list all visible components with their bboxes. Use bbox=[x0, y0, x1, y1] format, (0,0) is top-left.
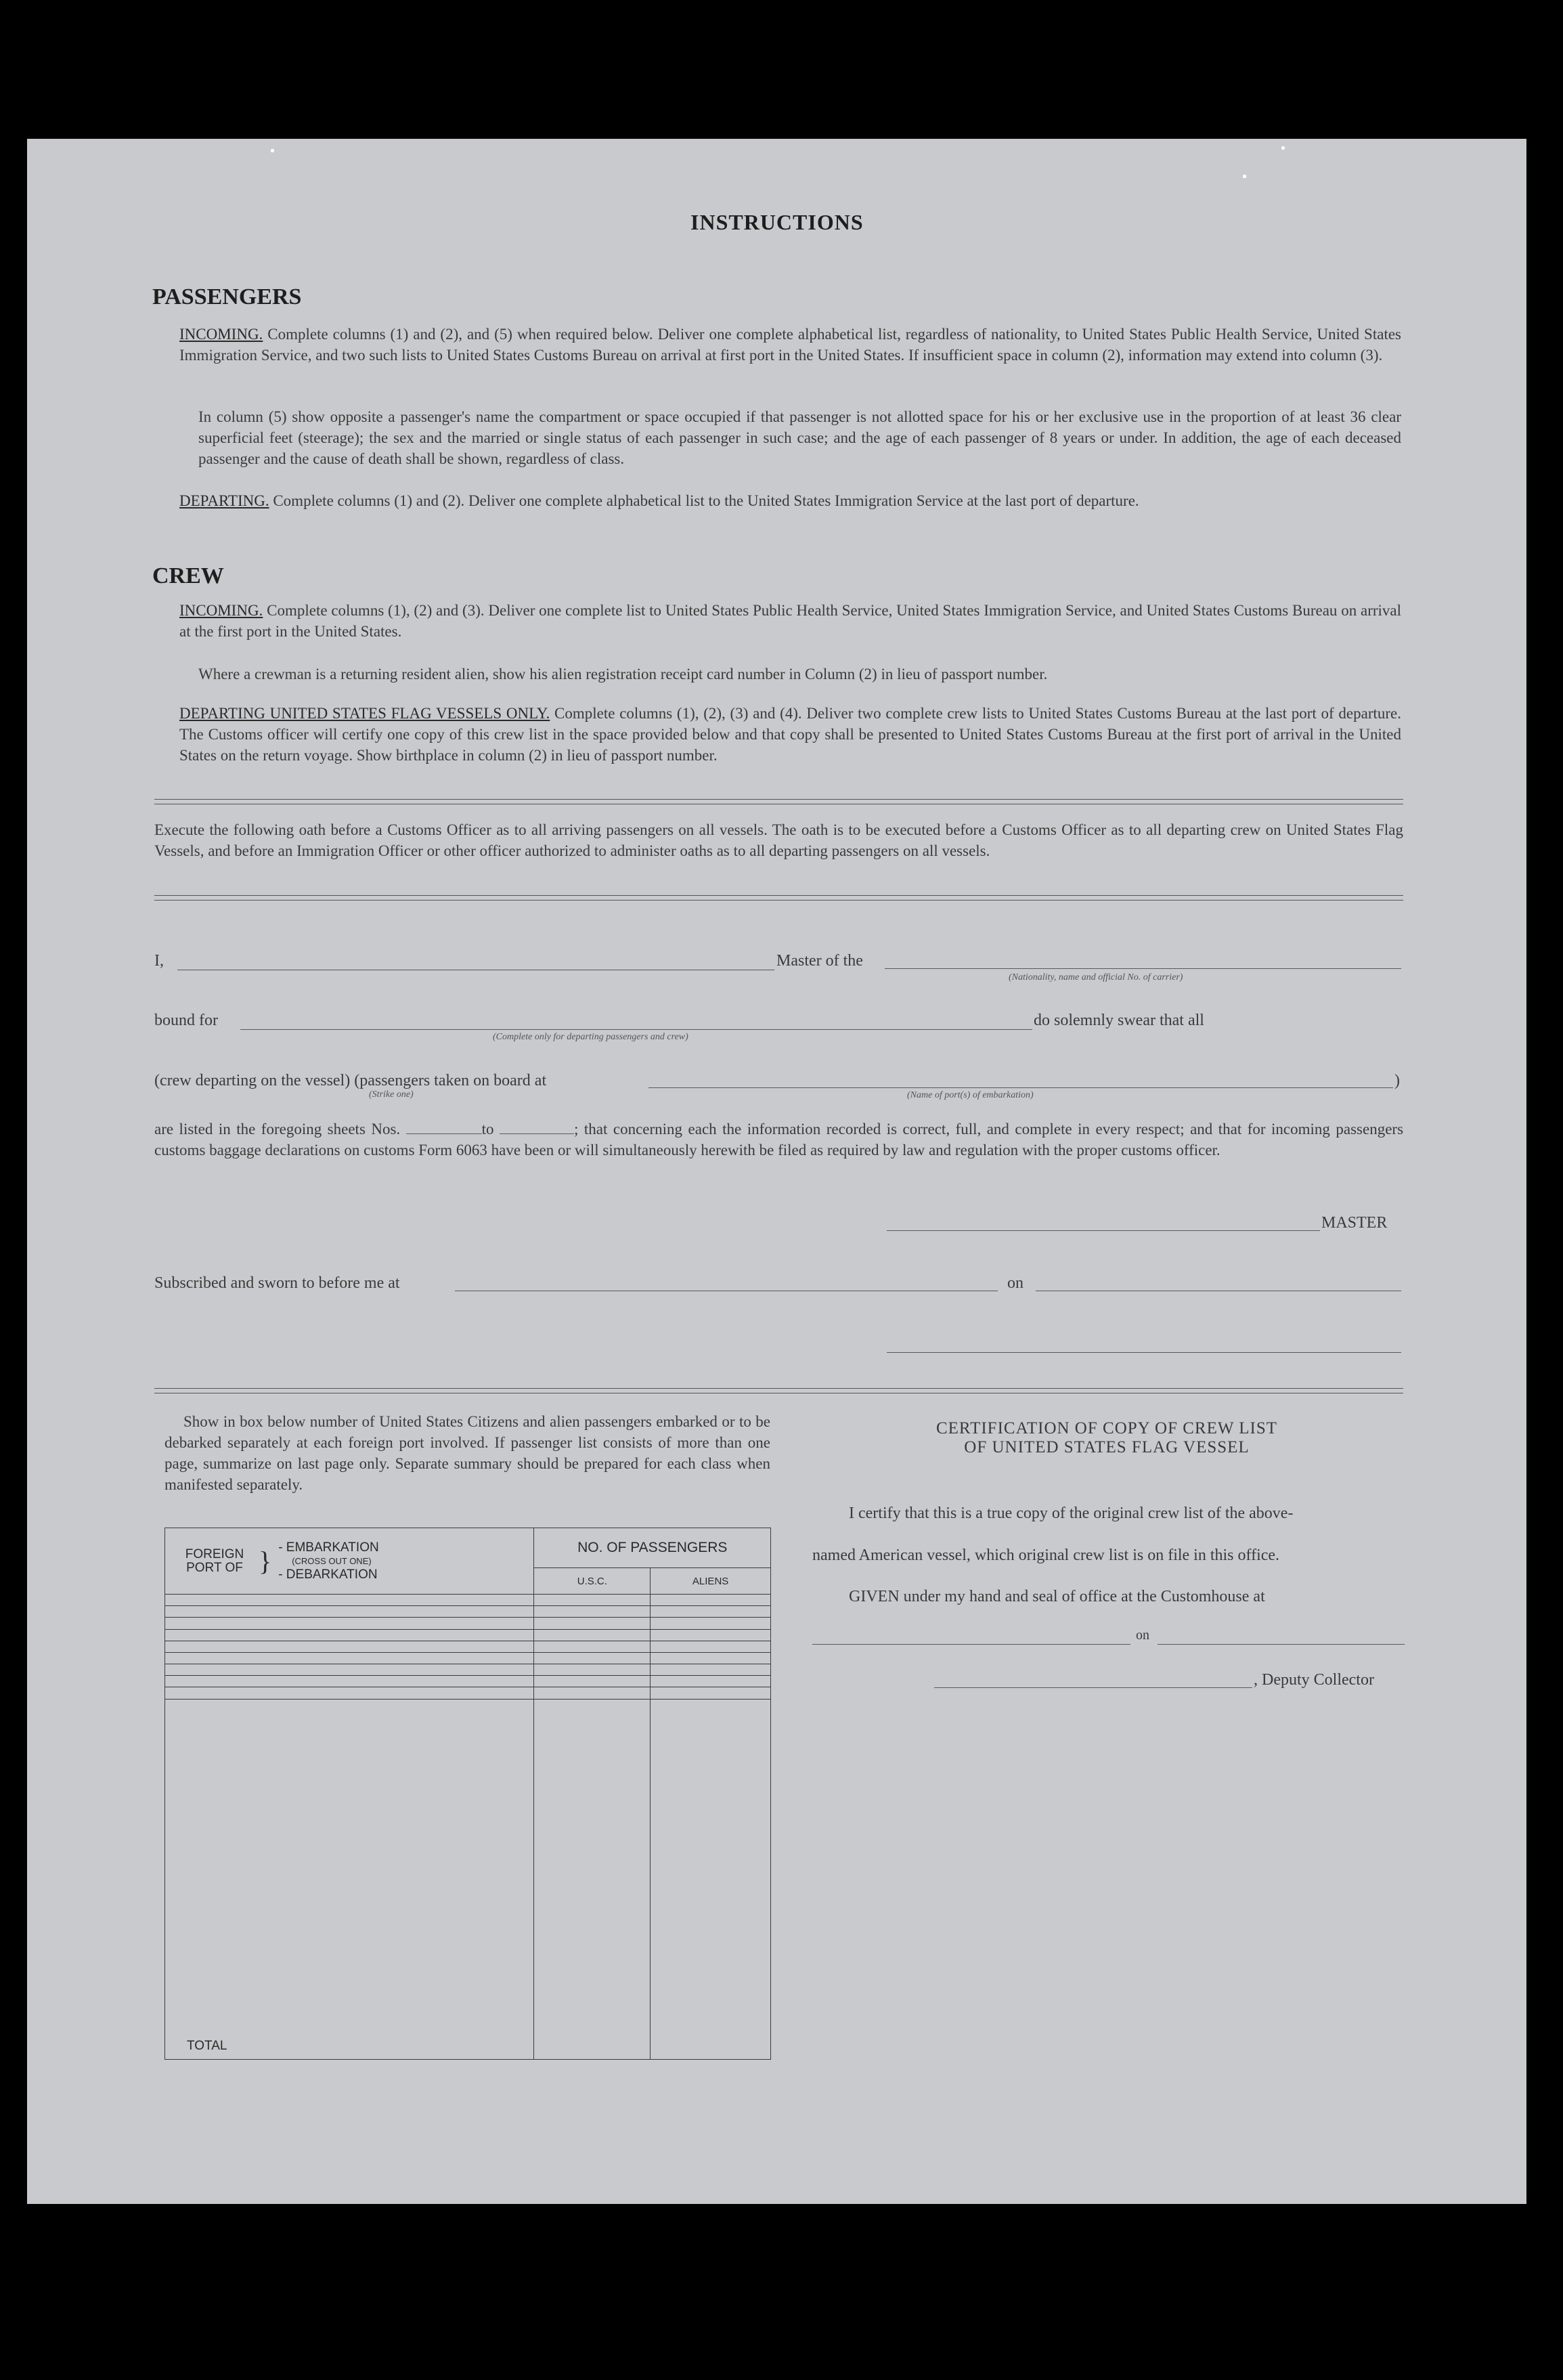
bound-for-label: bound for bbox=[154, 1012, 218, 1029]
master-label: MASTER bbox=[1321, 1214, 1388, 1232]
aliens-header: ALIENS bbox=[651, 1568, 771, 1595]
passengers-departing-text: Complete columns (1) and (2). Deliver one complete alphabetical list to the United States Immigration Service at the last port of departure. bbox=[273, 492, 1139, 509]
master-of-label: Master of the bbox=[776, 952, 863, 970]
scan-speck bbox=[1243, 175, 1246, 178]
certify-line2: named American vessel, which original crew list is on file in this office. bbox=[812, 1546, 1280, 1564]
usc-cell[interactable] bbox=[534, 1652, 651, 1664]
deputy-collector-label: , Deputy Collector bbox=[1254, 1671, 1374, 1689]
no-of-passengers-header: NO. OF PASSENGERS bbox=[534, 1528, 771, 1568]
cross-out-one-label: (CROSS OUT ONE) bbox=[292, 1555, 372, 1566]
certification-title-line2: OF UNITED STATES FLAG VESSEL bbox=[964, 1438, 1250, 1456]
crew-resident-paragraph: Where a crewman is a returning resident alien, show his alien registration receipt card number in Column (2) in lieu of passport number. bbox=[198, 666, 1048, 683]
aliens-cell[interactable] bbox=[651, 1595, 771, 1606]
crew-departing-label: (crew departing on the vessel) (passengers taken on board at bbox=[154, 1072, 547, 1089]
close-paren: ) bbox=[1394, 1072, 1400, 1089]
total-row bbox=[165, 1699, 771, 2059]
oath-i-label: I, bbox=[154, 952, 164, 970]
crew-departing-lead: DEPARTING UNITED STATES FLAG VESSELS ONLY. bbox=[179, 705, 550, 722]
aliens-cell[interactable] bbox=[651, 1652, 771, 1664]
usc-cell[interactable] bbox=[534, 1676, 651, 1687]
listed-continuation: that for incoming passengers customs baggage declarations on customs Form 6063 have been or will simultaneously herewith be filed as required by law and regulation with the proper customs officer. bbox=[154, 1121, 1404, 1159]
carrier-field[interactable] bbox=[885, 968, 1401, 969]
port-header-cell bbox=[165, 1528, 534, 1595]
table-row bbox=[165, 1595, 771, 1606]
on-label: on bbox=[1007, 1274, 1023, 1292]
certify-line1: I certify that this is a true copy of the original crew list of the above- bbox=[849, 1505, 1294, 1522]
embarkation-port-field[interactable] bbox=[648, 1087, 1393, 1088]
usc-header: U.S.C. bbox=[534, 1568, 651, 1595]
passengers-departing-lead: DEPARTING. bbox=[179, 492, 269, 509]
subscribed-label: Subscribed and sworn to before me at bbox=[154, 1274, 400, 1292]
oath-instruction: Execute the following oath before a Customs Officer as to all arriving passengers on all vessels. The oath is to be executed before a Customs Officer as to all departing crew on United States Flag Vessels, and before an Immigration Officer or other officer authorized to administer oaths as to all departing passengers on all vessels. bbox=[154, 821, 1403, 859]
sheet-from-field[interactable] bbox=[406, 1121, 482, 1134]
embarkation-label: - EMBARKATION bbox=[278, 1540, 379, 1555]
listed-paragraph bbox=[154, 1119, 1403, 1161]
table-row bbox=[165, 1606, 771, 1618]
passengers-heading: PASSENGERS bbox=[152, 284, 302, 309]
double-rule bbox=[154, 799, 1403, 804]
bound-for-field[interactable] bbox=[240, 1029, 1032, 1030]
port-cell[interactable] bbox=[165, 1629, 534, 1641]
aliens-total-cell[interactable] bbox=[651, 1699, 771, 2059]
scan-speck bbox=[1281, 146, 1285, 150]
table-row bbox=[165, 1676, 771, 1687]
table-row bbox=[165, 1618, 771, 1629]
passengers-departing-paragraph bbox=[179, 490, 1401, 511]
deputy-signature-field[interactable] bbox=[934, 1687, 1252, 1688]
crew-incoming-text: Complete columns (1), (2) and (3). Deliver one complete list to United States Public Health Service, United States Immigration Service, and United States Customs Bureau on arrival at the first port in the United States. bbox=[179, 602, 1401, 640]
strike-one-caption: (Strike one) bbox=[369, 1089, 414, 1100]
crew-departing-text: Complete columns (1), (2), (3) and (4). Deliver two complete crew lists to United States Customs Bureau at the last port of departure. The Customs officer will certify one copy of this crew list in the space provided below and that copy shall be presented to United States Customs Bureau at the first port of arrival in the United States on the return voyage. Show birthplace in column (2) in lieu of passport number. bbox=[179, 705, 1402, 764]
table-row bbox=[165, 1687, 771, 1699]
brace-icon: } bbox=[259, 1545, 272, 1576]
customhouse-field[interactable] bbox=[812, 1644, 1130, 1645]
total-label: TOTAL bbox=[165, 1699, 534, 2059]
page-title: INSTRUCTIONS bbox=[690, 210, 864, 234]
debarkation-label: - DEBARKATION bbox=[278, 1567, 378, 1582]
port-cell[interactable] bbox=[165, 1606, 534, 1618]
port-cell[interactable] bbox=[165, 1641, 534, 1652]
usc-cell[interactable] bbox=[534, 1606, 651, 1618]
passengers-incoming-paragraph bbox=[179, 324, 1401, 366]
passengers-incoming-text: Complete columns (1) and (2), and (5) when required below. Deliver one complete alphabetical list, regardless of nationality, to United States Public Health Service, United States Immigration Service, and two such lists to United States Customs Bureau on arrival at first port in the United States. If insufficient space in column (2), information may extend into column (3). bbox=[179, 326, 1402, 364]
port-cell[interactable] bbox=[165, 1618, 534, 1629]
aliens-cell[interactable] bbox=[651, 1676, 771, 1687]
usc-total-cell[interactable] bbox=[534, 1699, 651, 2059]
usc-cell[interactable] bbox=[534, 1629, 651, 1641]
embarkation-caption: (Name of port(s) of embarkation) bbox=[907, 1090, 1034, 1100]
crew-incoming-paragraph bbox=[179, 600, 1401, 642]
table-row bbox=[165, 1629, 771, 1641]
double-rule bbox=[154, 1388, 1403, 1393]
aliens-cell[interactable] bbox=[651, 1618, 771, 1629]
officer-signature-field[interactable] bbox=[887, 1352, 1401, 1353]
port-summary-table bbox=[164, 1528, 771, 2060]
passengers-incoming-lead: INCOMING. bbox=[179, 326, 263, 343]
swear-label: do solemnly swear that all bbox=[1034, 1012, 1204, 1029]
port-cell[interactable] bbox=[165, 1687, 534, 1699]
port-cell[interactable] bbox=[165, 1664, 534, 1676]
bound-for-caption: (Complete only for departing passengers and crew) bbox=[493, 1032, 688, 1042]
summary-instruction: Show in box below number of United States Citizens and alien passengers embarked or to be debarked separately at each foreign port involved. If passenger list consists of more than one page, summarize on last page only. Separate summary should be prepared for each class when manifested separately. bbox=[164, 1413, 770, 1493]
crew-incoming-lead: INCOMING. bbox=[179, 602, 263, 619]
aliens-cell[interactable] bbox=[651, 1687, 771, 1699]
port-cell[interactable] bbox=[165, 1595, 534, 1606]
crew-departing-paragraph bbox=[179, 703, 1401, 766]
table-row bbox=[165, 1641, 771, 1652]
passengers-column5-paragraph: In column (5) show opposite a passenger's name the compartment or space occupied if that passenger is not allotted space for his or her exclusive use in the proportion of at least 36 clear superficial feet (steerage); the sex and the married or single status of each passenger in such case; and the age of each passenger of 8 years or under. In addition, the age of each deceased passenger and the cause of death shall be shown, regardless of class. bbox=[198, 408, 1401, 467]
usc-cell[interactable] bbox=[534, 1687, 651, 1699]
foreign-port-of-label: FOREIGN PORT OF bbox=[185, 1546, 244, 1575]
usc-cell[interactable] bbox=[534, 1595, 651, 1606]
double-rule bbox=[154, 895, 1403, 901]
aliens-cell[interactable] bbox=[651, 1641, 771, 1652]
sheet-to-field[interactable] bbox=[500, 1121, 574, 1134]
aliens-cell[interactable] bbox=[651, 1606, 771, 1618]
usc-cell[interactable] bbox=[534, 1664, 651, 1676]
certification-title bbox=[812, 1419, 1401, 1457]
scan-speck bbox=[271, 149, 274, 152]
aliens-cell[interactable] bbox=[651, 1629, 771, 1641]
listed-prefix: are listed in the foregoing sheets Nos. bbox=[154, 1121, 401, 1138]
certification-title-line1: CERTIFICATION OF COPY OF CREW LIST bbox=[935, 1419, 1278, 1437]
listed-suffix: ; that concerning each the information recorded is correct, full, and complete in every respect; and bbox=[574, 1121, 1213, 1138]
port-cell[interactable] bbox=[165, 1676, 534, 1687]
to-label: to bbox=[481, 1121, 494, 1138]
usc-cell[interactable] bbox=[534, 1641, 651, 1652]
port-cell[interactable] bbox=[165, 1652, 534, 1664]
aliens-cell[interactable] bbox=[651, 1664, 771, 1676]
table-row bbox=[165, 1664, 771, 1676]
usc-cell[interactable] bbox=[534, 1618, 651, 1629]
cert-on-label: on bbox=[1136, 1628, 1149, 1643]
carrier-caption: (Nationality, name and official No. of carrier) bbox=[1009, 972, 1183, 982]
crew-heading: CREW bbox=[152, 563, 224, 588]
master-signature-field[interactable] bbox=[887, 1230, 1320, 1231]
cert-date-field[interactable] bbox=[1158, 1644, 1405, 1645]
table-row bbox=[165, 1652, 771, 1664]
given-text: GIVEN under my hand and seal of office at the Customhouse at bbox=[849, 1588, 1265, 1605]
